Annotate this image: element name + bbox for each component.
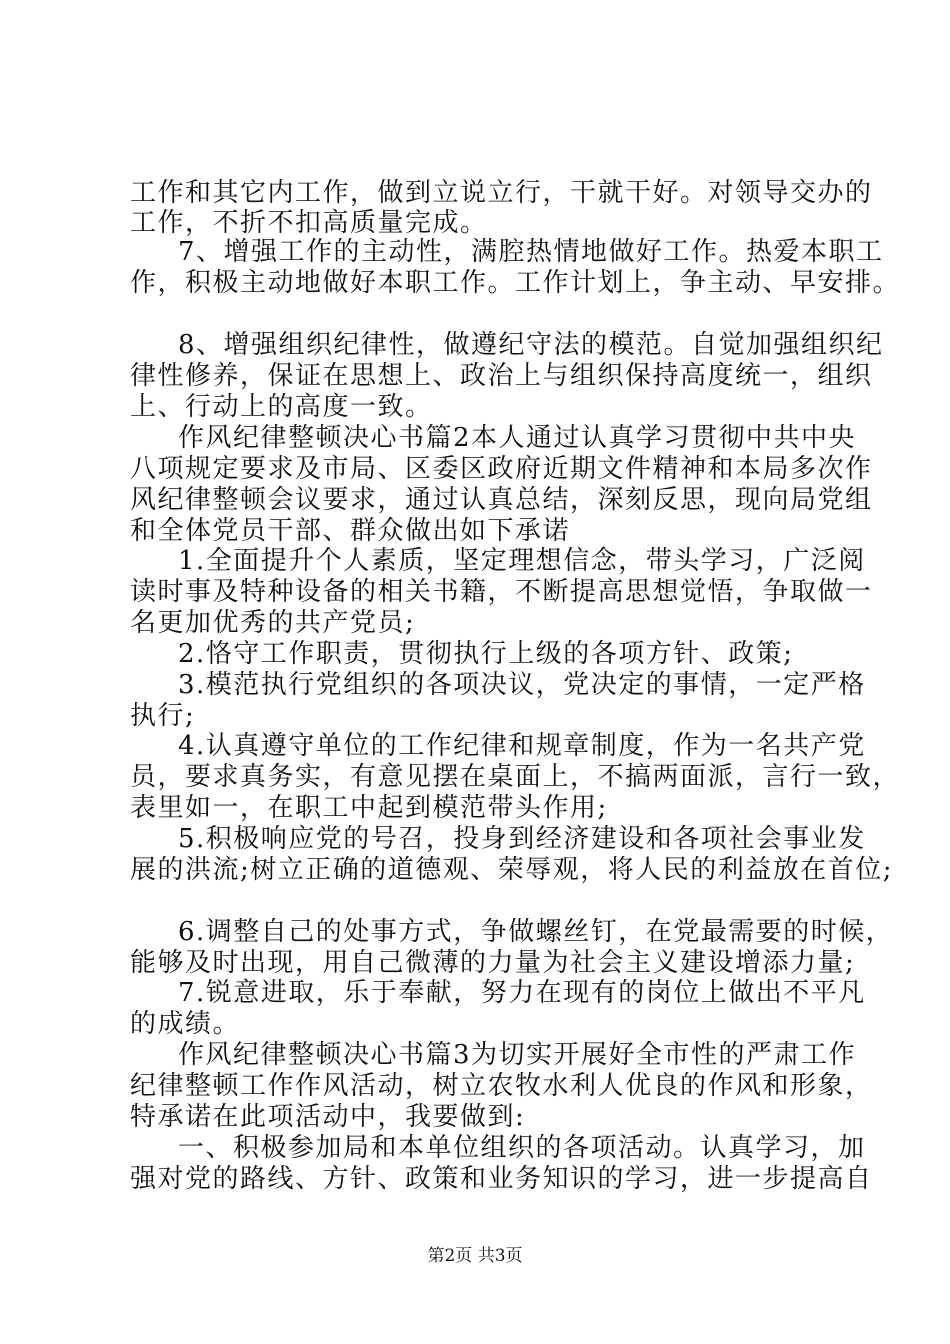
text-line: 工作和其它内工作，做到立说立行，干就干好。对领导交办的 bbox=[130, 178, 873, 208]
text-line: 强对党的路线、方针、政策和业务知识的学习，进一步提高自 bbox=[130, 1164, 873, 1194]
page-number-footer: 第2页 共3页 bbox=[427, 1246, 523, 1266]
text-line: 八项规定要求及市局、区委区政府近期文件精神和本局多次作 bbox=[130, 454, 873, 484]
text-line: 表里如一，在职工中起到模范带头作用; bbox=[130, 793, 608, 823]
text-line: 作风纪律整顿决心书篇3为切实开展好全市性的严肃工作 bbox=[178, 1040, 857, 1070]
text-line: 执行; bbox=[130, 701, 196, 731]
text-line: 风纪律整顿会议要求，通过认真总结，深刻反思，现向局党组 bbox=[130, 485, 873, 515]
text-line: 8、增强组织纪律性，做遵纪守法的模范。自觉加强组织纪 bbox=[178, 330, 884, 360]
text-line: 一、积极参加局和本单位组织的各项活动。认真学习，加 bbox=[178, 1133, 866, 1163]
text-line: 工作，不折不扣高质量完成。 bbox=[130, 208, 488, 238]
text-line: 能够及时出现，用自己微薄的力量为社会主义建设增添力量; bbox=[130, 948, 856, 978]
text-line: 展的洪流;树立正确的道德观、荣辱观，将人民的利益放在首位; bbox=[130, 855, 894, 885]
text-line: 特承诺在此项活动中，我要做到: bbox=[130, 1102, 526, 1132]
text-line: 6.调整自己的处事方式，争做螺丝钉，在党最需要的时候， bbox=[178, 917, 894, 947]
text-line: 7.锐意进取，乐于奉献，努力在现有的岗位上做出不平凡 bbox=[178, 978, 866, 1008]
text-line: 7、增强工作的主动性，满腔热情地做好工作。热爱本职工 bbox=[178, 237, 884, 267]
text-line: 读时事及特种设备的相关书籍，不断提高思想觉悟，争取做一 bbox=[130, 577, 873, 607]
text-line: 的成绩。 bbox=[130, 1009, 241, 1039]
text-line: 名更加优秀的共产党员; bbox=[130, 608, 416, 638]
text-line: 5.积极响应党的号召，投身到经济建设和各项社会事业发 bbox=[178, 824, 866, 854]
text-line: 律性修养，保证在思想上、政治上与组织保持高度统一，组织 bbox=[130, 361, 873, 391]
text-line: 作风纪律整顿决心书篇2本人通过认真学习贯彻中共中央 bbox=[178, 423, 857, 453]
text-line: 2.恪守工作职责，贯彻执行上级的各项方针、政策; bbox=[178, 639, 794, 669]
text-line: 3.模范执行党组织的各项决议，党决定的事情，一定严格 bbox=[178, 670, 866, 700]
text-line: 上、行动上的高度一致。 bbox=[130, 392, 433, 422]
text-line: 员，要求真务实，有意见摆在桌面上，不搞两面派，言行一致， bbox=[130, 762, 901, 792]
text-line: 4.认真遵守单位的工作纪律和规章制度，作为一名共产党 bbox=[178, 731, 866, 761]
text-line: 和全体党员干部、群众做出如下承诺 bbox=[130, 516, 571, 546]
text-line: 纪律整顿工作作风活动，树立农牧水利人优良的作风和形象， bbox=[130, 1071, 873, 1101]
text-line: 1.全面提升个人素质，坚定理想信念，带头学习，广泛阅 bbox=[178, 546, 866, 576]
text-line: 作，积极主动地做好本职工作。工作计划上，争主动、早安排。 bbox=[130, 268, 901, 298]
